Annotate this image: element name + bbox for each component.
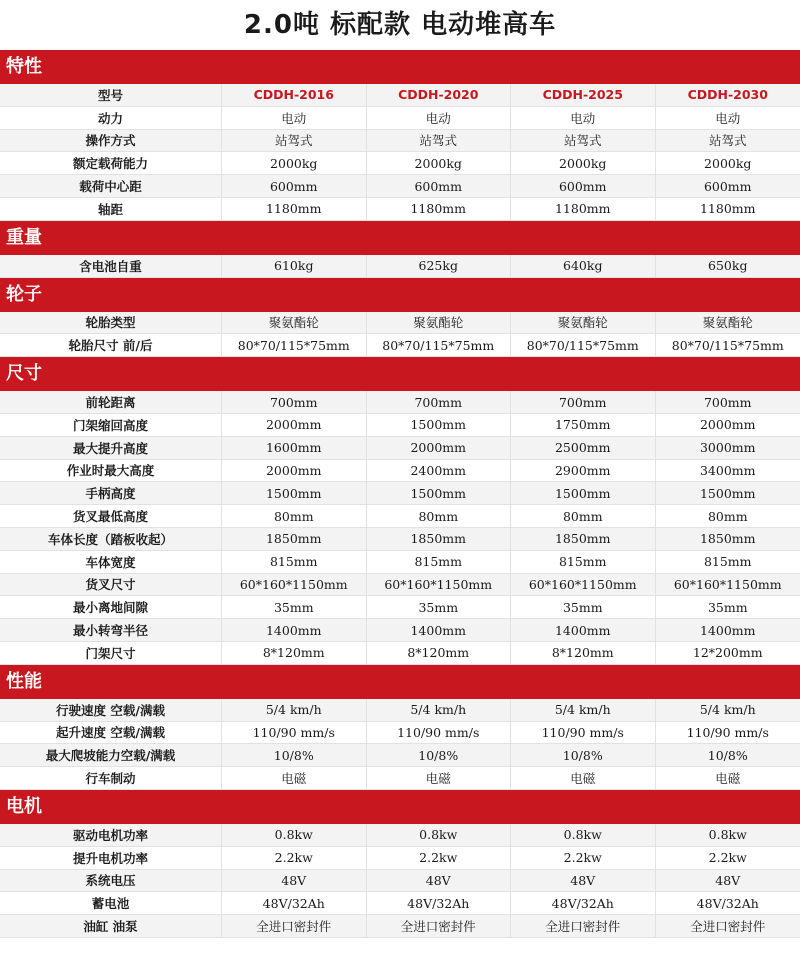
section-header: 电机	[0, 790, 800, 824]
value-cell: 1180mm	[367, 198, 512, 220]
row-label: 手柄高度	[0, 482, 222, 504]
value-cell: 站驾式	[222, 130, 367, 152]
value-cell: 815mm	[367, 551, 512, 573]
section-header: 尺寸	[0, 357, 800, 391]
value-cell: 10/8%	[707, 747, 748, 763]
value-cell: 电动	[222, 107, 367, 129]
value-cell: 8*120mm	[367, 642, 512, 664]
value-cell: 1750mm	[511, 414, 656, 436]
value-cell: 48V/32Ah	[367, 892, 512, 914]
value-cell: 80mm	[511, 505, 656, 527]
value-cell: 2900mm	[511, 460, 656, 482]
value-cell: 2000kg	[367, 152, 512, 174]
model-name-cell: CDDH-2025	[511, 84, 656, 106]
value-cell: 站驾式	[511, 130, 656, 152]
row-label: 货叉最低高度	[0, 505, 222, 527]
value-cell: 2000mm	[367, 437, 512, 459]
value-cell: 全进口密封件	[367, 915, 512, 937]
table-row	[0, 870, 800, 893]
value-cell: 1850mm	[367, 528, 512, 550]
table-row	[0, 824, 800, 847]
value-cell: 2000mm	[699, 417, 756, 433]
model-name-cell: CDDH-2016	[222, 84, 367, 106]
value-cell: 1850mm	[699, 531, 756, 547]
value-cell: 3000mm	[699, 440, 756, 456]
row-label: 门架尺寸	[0, 642, 222, 664]
value-cell: 48V	[715, 872, 741, 888]
section-header: 重量	[0, 221, 800, 255]
value-cell: 35mm	[511, 596, 656, 618]
row-label: 车体宽度	[0, 551, 222, 573]
value-cell: 电磁	[367, 767, 512, 789]
table-row	[0, 596, 800, 619]
row-label: 型号	[0, 84, 222, 106]
row-label: 最大爬坡能力空载/满载	[0, 744, 222, 766]
value-cell: 聚氨酯轮	[222, 312, 367, 334]
value-cell: 1850mm	[511, 528, 656, 550]
value-cell: 1400mm	[699, 622, 756, 638]
value-cell: 1500mm	[222, 482, 367, 504]
value-cell: 1500mm	[367, 482, 512, 504]
value-cell: 80mm	[222, 505, 367, 527]
value-cell: 80*70/115*75mm	[511, 334, 656, 356]
value-cell: 80*70/115*75mm	[671, 337, 784, 353]
value-cell: 聚氨酯轮	[511, 312, 656, 334]
value-cell: 35mm	[222, 596, 367, 618]
value-cell: 80mm	[707, 508, 748, 524]
value-cell: 2000mm	[222, 460, 367, 482]
row-label: 含电池自重	[0, 255, 222, 277]
value-cell: 1400mm	[222, 619, 367, 641]
table-row	[0, 642, 800, 665]
row-label: 系统电压	[0, 870, 222, 892]
value-cell: 10/8%	[367, 744, 512, 766]
value-cell: 1180mm	[222, 198, 367, 220]
table-row	[0, 767, 800, 790]
value-cell: 815mm	[703, 554, 752, 570]
value-cell: 650kg	[708, 258, 748, 274]
row-label: 门架缩回高度	[0, 414, 222, 436]
row-label: 轮胎尺寸 前/后	[0, 334, 222, 356]
section-header: 性能	[0, 665, 800, 699]
value-cell: 48V/32Ah	[511, 892, 656, 914]
value-cell: 640kg	[511, 255, 656, 277]
value-cell: 2.2kw	[708, 850, 747, 866]
row-label: 最大提升高度	[0, 437, 222, 459]
value-cell: 1600mm	[222, 437, 367, 459]
value-cell: 48V	[511, 870, 656, 892]
value-cell: 80*70/115*75mm	[367, 334, 512, 356]
value-cell: 1180mm	[699, 201, 756, 217]
value-cell: 2.2kw	[222, 847, 367, 869]
row-label: 货叉尺寸	[0, 574, 222, 596]
value-cell: 2000kg	[511, 152, 656, 174]
value-cell: 60*160*1150mm	[673, 576, 782, 592]
table-row	[0, 255, 800, 278]
row-label: 动力	[0, 107, 222, 129]
value-cell: 600mm	[511, 175, 656, 197]
value-cell: 聚氨酯轮	[367, 312, 512, 334]
value-cell: 0.8kw	[222, 824, 367, 846]
value-cell: 5/4 km/h	[511, 699, 656, 721]
row-label: 轮胎类型	[0, 312, 222, 334]
value-cell: 电动	[367, 107, 512, 129]
row-label: 行驶速度 空载/满载	[0, 699, 222, 721]
value-cell: 1500mm	[511, 482, 656, 504]
row-label: 轴距	[0, 198, 222, 220]
table-row	[0, 551, 800, 574]
table-row	[0, 84, 800, 107]
value-cell: 625kg	[367, 255, 512, 277]
value-cell: 610kg	[222, 255, 367, 277]
value-cell: 700mm	[367, 391, 512, 413]
value-cell: 1400mm	[511, 619, 656, 641]
value-cell: 聚氨酯轮	[702, 315, 753, 331]
table-row	[0, 437, 800, 460]
value-cell: 60*160*1150mm	[222, 574, 367, 596]
table-row	[0, 391, 800, 414]
value-cell: 2000kg	[704, 155, 752, 171]
table-row	[0, 107, 800, 130]
row-label: 油缸 油泵	[0, 915, 222, 937]
value-cell: 2.2kw	[511, 847, 656, 869]
value-cell: 815mm	[222, 551, 367, 573]
row-label: 前轮距离	[0, 391, 222, 413]
page-title: 2.0吨 标配款 电动堆高车	[243, 10, 557, 40]
value-cell: 全进口密封件	[690, 919, 766, 934]
value-cell: 2000mm	[222, 414, 367, 436]
value-cell: 电动	[715, 110, 741, 126]
row-label: 车体长度（踏板收起）	[0, 528, 222, 550]
table-row	[0, 892, 800, 915]
value-cell: 12*200mm	[692, 645, 763, 661]
value-cell: 2500mm	[511, 437, 656, 459]
table-row	[0, 847, 800, 870]
table-row	[0, 152, 800, 175]
table-row	[0, 915, 800, 938]
value-cell: 110/90 mm/s	[511, 722, 656, 744]
value-cell: 80mm	[367, 505, 512, 527]
value-cell: 48V	[367, 870, 512, 892]
table-row	[0, 130, 800, 153]
value-cell: 5/4 km/h	[222, 699, 367, 721]
value-cell: 10/8%	[511, 744, 656, 766]
value-cell: 站驾式	[367, 130, 512, 152]
section-header: 特性	[0, 50, 800, 84]
row-label: 蓄电池	[0, 892, 222, 914]
value-cell: 全进口密封件	[511, 915, 656, 937]
value-cell: 700mm	[222, 391, 367, 413]
row-label: 操作方式	[0, 130, 222, 152]
value-cell: 600mm	[703, 178, 752, 194]
value-cell: 电磁	[222, 767, 367, 789]
value-cell: 1400mm	[367, 619, 512, 641]
table-row	[0, 482, 800, 505]
table-row	[0, 722, 800, 745]
value-cell: 60*160*1150mm	[511, 574, 656, 596]
table-row	[0, 505, 800, 528]
value-cell: 60*160*1150mm	[367, 574, 512, 596]
table-row	[0, 699, 800, 722]
row-label: 额定载荷能力	[0, 152, 222, 174]
value-cell: 1850mm	[222, 528, 367, 550]
table-row	[0, 744, 800, 767]
value-cell: 0.8kw	[367, 824, 512, 846]
table-row	[0, 619, 800, 642]
section-header: 轮子	[0, 278, 800, 312]
value-cell: 48V/32Ah	[222, 892, 367, 914]
value-cell: 8*120mm	[222, 642, 367, 664]
row-label: 提升电机功率	[0, 847, 222, 869]
value-cell: 700mm	[511, 391, 656, 413]
value-cell: 110/90 mm/s	[222, 722, 367, 744]
value-cell: 815mm	[511, 551, 656, 573]
table-row	[0, 460, 800, 483]
row-label: 载荷中心距	[0, 175, 222, 197]
value-cell: 110/90 mm/s	[367, 722, 512, 744]
table-row	[0, 312, 800, 335]
value-cell: 5/4 km/h	[367, 699, 512, 721]
value-cell: 700mm	[703, 394, 752, 410]
table-row	[0, 175, 800, 198]
value-cell: 5/4 km/h	[699, 702, 756, 718]
value-cell: 3400mm	[699, 462, 756, 478]
value-cell: 110/90 mm/s	[686, 724, 769, 740]
value-cell: 80*70/115*75mm	[222, 334, 367, 356]
value-cell: 10/8%	[222, 744, 367, 766]
value-cell: 0.8kw	[708, 827, 747, 843]
value-cell: 站驾式	[708, 133, 747, 149]
row-label: 最小离地间隙	[0, 596, 222, 618]
table-row	[0, 414, 800, 437]
value-cell: 1500mm	[367, 414, 512, 436]
row-label: 起升速度 空载/满载	[0, 722, 222, 744]
value-cell: 600mm	[222, 175, 367, 197]
value-cell: 电磁	[715, 771, 741, 787]
table-row	[0, 198, 800, 221]
value-cell: 2400mm	[367, 460, 512, 482]
value-cell: 48V/32Ah	[696, 895, 759, 911]
value-cell: 电动	[511, 107, 656, 129]
value-cell: 2000kg	[222, 152, 367, 174]
value-cell: 8*120mm	[511, 642, 656, 664]
row-label: 最小转弯半径	[0, 619, 222, 641]
value-cell: 电磁	[511, 767, 656, 789]
row-label: 行车制动	[0, 767, 222, 789]
model-name-cell: CDDH-2020	[367, 84, 512, 106]
value-cell: 600mm	[367, 175, 512, 197]
value-cell: 1500mm	[699, 485, 756, 501]
value-cell: 2.2kw	[367, 847, 512, 869]
table-row	[0, 574, 800, 597]
row-label: 驱动电机功率	[0, 824, 222, 846]
value-cell: 48V	[222, 870, 367, 892]
model-name-cell: CDDH-2030	[687, 87, 768, 103]
table-row	[0, 528, 800, 551]
value-cell: 全进口密封件	[222, 915, 367, 937]
value-cell: 1180mm	[511, 198, 656, 220]
row-label: 作业时最大高度	[0, 460, 222, 482]
spec-table	[0, 50, 800, 938]
value-cell: 35mm	[367, 596, 512, 618]
table-row	[0, 334, 800, 357]
value-cell: 35mm	[707, 599, 748, 615]
value-cell: 0.8kw	[511, 824, 656, 846]
